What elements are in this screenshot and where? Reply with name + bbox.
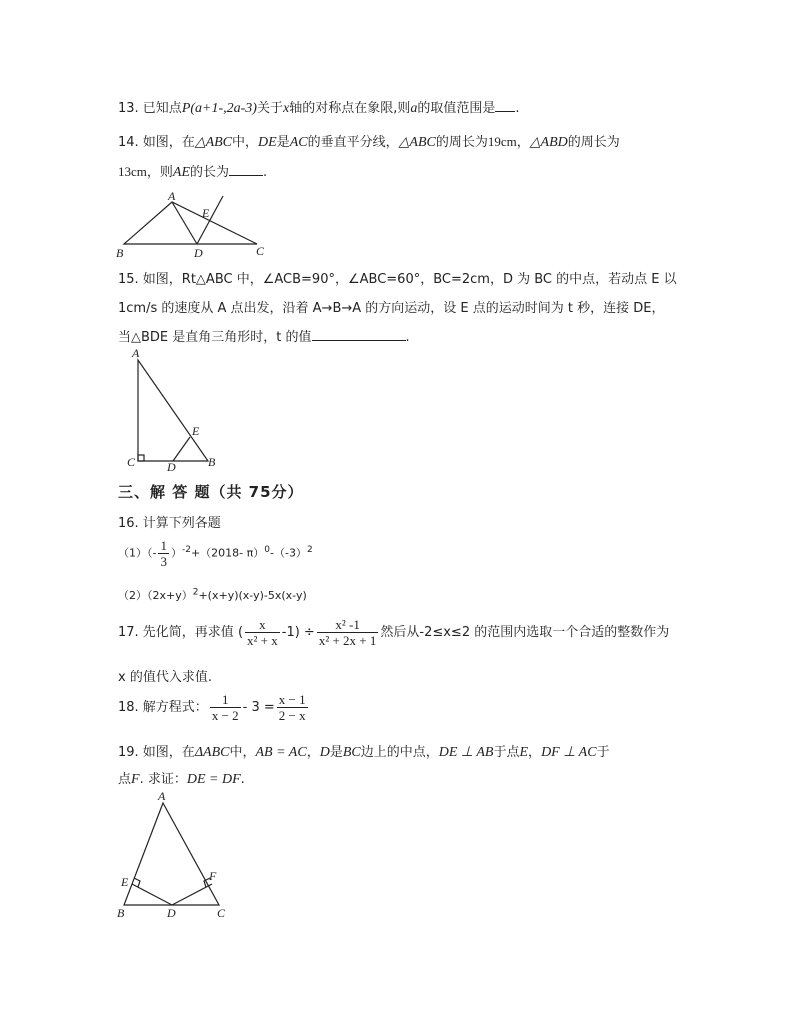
q19-text: ， — [306, 745, 320, 760]
question-19-line2 — [118, 768, 245, 788]
q19-segment: BC — [342, 745, 361, 760]
q14-text: 的周长为 — [567, 135, 620, 150]
q14-text: 的垂直平分线， — [307, 135, 399, 150]
fraction — [317, 617, 379, 648]
q13-axis: x — [282, 101, 290, 116]
q16-text: （2）（2x+y） — [118, 589, 193, 602]
q14-ac: AC — [289, 135, 308, 150]
q19-figure — [112, 788, 236, 924]
q13-text2: 轴的对称点在象限,则 — [289, 101, 411, 116]
fraction-denominator: 3 — [160, 554, 167, 569]
q14-triangle: △ABD — [529, 135, 568, 150]
exponent: 0 — [264, 544, 270, 555]
question-16-part1 — [118, 538, 313, 569]
fraction-denominator: 2 − x — [278, 708, 306, 723]
label-f: F — [209, 869, 217, 883]
label-a: A — [132, 346, 140, 360]
q16-text: ） — [170, 546, 182, 560]
question-16-part2 — [118, 587, 307, 603]
question-15-line2: 1cm/s 的速度从 A 点出发，沿着 A→B→A 的方向运动，设 E 点的运动时间为 t 秒，连接 DE， — [118, 301, 665, 316]
label-b: B — [117, 906, 125, 920]
question-16-title: 16. 计算下列各题 — [118, 516, 221, 531]
q19-text: 中， — [229, 745, 256, 760]
q19-point: E — [519, 745, 529, 760]
q19-text: . 求证： — [139, 772, 187, 787]
question-19-line1 — [118, 741, 610, 761]
label-c: C — [127, 455, 136, 469]
q14-perimeter: 19cm — [487, 134, 517, 149]
fraction-numerator: 1 — [160, 538, 167, 553]
q15-figure — [120, 344, 230, 472]
question-15-line1: 15. 如图，Rt△ABC 中，∠ACB=90°，∠ABC=60°，BC=2cm，D 为 BC 的中点，若动点 E 以 — [118, 272, 677, 287]
answer-blank[interactable] — [495, 99, 515, 112]
label-b: B — [116, 246, 124, 260]
section-heading: 三、解 答 题（共 75分） — [118, 483, 304, 501]
question-14-line1 — [118, 131, 620, 151]
question-17-line2: x 的值代入求值. — [118, 670, 212, 685]
triangle-abc — [124, 803, 219, 905]
q19-text: 是 — [329, 745, 343, 760]
q19-point: F — [131, 772, 140, 787]
label-a: A — [158, 789, 166, 803]
q14-triangle: △ABC — [194, 135, 233, 150]
answer-blank[interactable] — [229, 163, 263, 176]
fraction-denominator: x² + 2x + 1 — [318, 633, 377, 648]
q14-text: 的周长为 — [435, 135, 488, 150]
q19-point: D — [319, 745, 330, 760]
q13-text: 关于 — [256, 101, 283, 116]
label-d: D — [167, 906, 176, 920]
q15-end: . — [405, 330, 410, 345]
q13-number: 13. 已知点 — [118, 101, 182, 116]
q14-text: 的长为 — [190, 165, 230, 180]
q13-point: P(a+1-,2a-3) — [181, 101, 257, 116]
q16-text: +(x+y)(x-y)-5x(x-y) — [198, 589, 307, 602]
question-17-line1 — [118, 617, 669, 648]
fraction-denominator: x − 2 — [211, 708, 239, 723]
fraction — [245, 617, 280, 648]
q19-perpendicular: DF ⊥ AC — [541, 745, 597, 760]
fraction-denominator: x² + x — [247, 633, 278, 648]
q14-de: DE — [258, 135, 277, 150]
q15-text: 当△BDE 是直角三角形时，t 的值 — [118, 330, 312, 345]
question-15-line3 — [118, 326, 410, 345]
label-e: E — [202, 206, 210, 220]
perpendicular-bisector — [197, 196, 223, 244]
q19-goal: DE = DF — [186, 772, 241, 787]
q17-text: 然后从-2≤x≤2 的范围内选取一个合适的整数作为 — [380, 625, 670, 640]
label-d: D — [167, 460, 176, 472]
q19-text: . — [240, 772, 245, 787]
fraction-numerator: x − 1 — [278, 692, 306, 707]
q18-text: 18. 解方程式： — [118, 700, 208, 715]
q13-end: . — [515, 101, 520, 116]
segment-de — [173, 437, 190, 461]
label-b: B — [208, 455, 216, 469]
q14-perimeter: 13cm — [118, 164, 147, 179]
right-angle-mark — [138, 455, 144, 461]
q19-text: 于点 — [493, 745, 520, 760]
label-d: D — [194, 246, 203, 260]
q19-text: 于 — [596, 745, 610, 760]
q19-text: 边上的中点， — [360, 745, 439, 760]
segment-ed-df — [132, 884, 212, 905]
fraction — [158, 538, 169, 569]
exponent: 2 — [192, 587, 199, 598]
q19-triangle: ΔABC — [194, 745, 230, 760]
label-c: C — [217, 906, 226, 920]
question-14-line2 — [118, 161, 267, 181]
question-18 — [118, 692, 310, 723]
q17-text: 17. 先化简，再求值 ( — [118, 625, 244, 640]
label-e: E — [121, 875, 129, 889]
q16-text: +（2018- π） — [190, 546, 265, 560]
fraction — [210, 692, 241, 723]
q19-text: 点 — [118, 772, 132, 787]
q14-triangle: △ABC — [398, 135, 436, 150]
q19-text: 19. 如图，在 — [118, 745, 195, 760]
q18-text: - 3 = — [242, 700, 275, 715]
label-e: E — [192, 424, 200, 438]
exponent: 2 — [306, 544, 313, 555]
q14-end: . — [263, 165, 268, 180]
q14-text: 是 — [276, 135, 290, 150]
question-13 — [118, 97, 520, 117]
answer-blank[interactable] — [312, 328, 406, 341]
triangle-abc — [124, 202, 257, 244]
exponent: -2 — [181, 544, 191, 555]
label-c: C — [256, 244, 265, 258]
q19-equation: AB = AC — [255, 745, 307, 760]
q14-ae: AE — [172, 165, 191, 180]
q13-text3: 的取值范围是 — [417, 101, 496, 116]
fraction-numerator: x² -1 — [335, 617, 360, 632]
q14-text: ，则 — [146, 165, 173, 180]
fraction-numerator: 1 — [221, 692, 229, 707]
q13-var: a — [410, 101, 418, 116]
fraction-numerator: x — [259, 617, 266, 632]
q14-number: 14. 如图，在 — [118, 135, 195, 150]
q14-figure — [110, 188, 280, 260]
q14-text: 中， — [232, 135, 259, 150]
triangle-abc — [138, 360, 208, 461]
label-a: A — [168, 189, 176, 203]
q14-text: ， — [516, 135, 530, 150]
q19-perpendicular: DE ⊥ AB — [438, 745, 494, 760]
q16-text: -（-3） — [270, 546, 307, 560]
q16-text: （1）（- — [118, 546, 157, 560]
q17-text: -1) ÷ — [281, 625, 315, 640]
q19-text: ， — [528, 745, 542, 760]
fraction — [277, 692, 308, 723]
